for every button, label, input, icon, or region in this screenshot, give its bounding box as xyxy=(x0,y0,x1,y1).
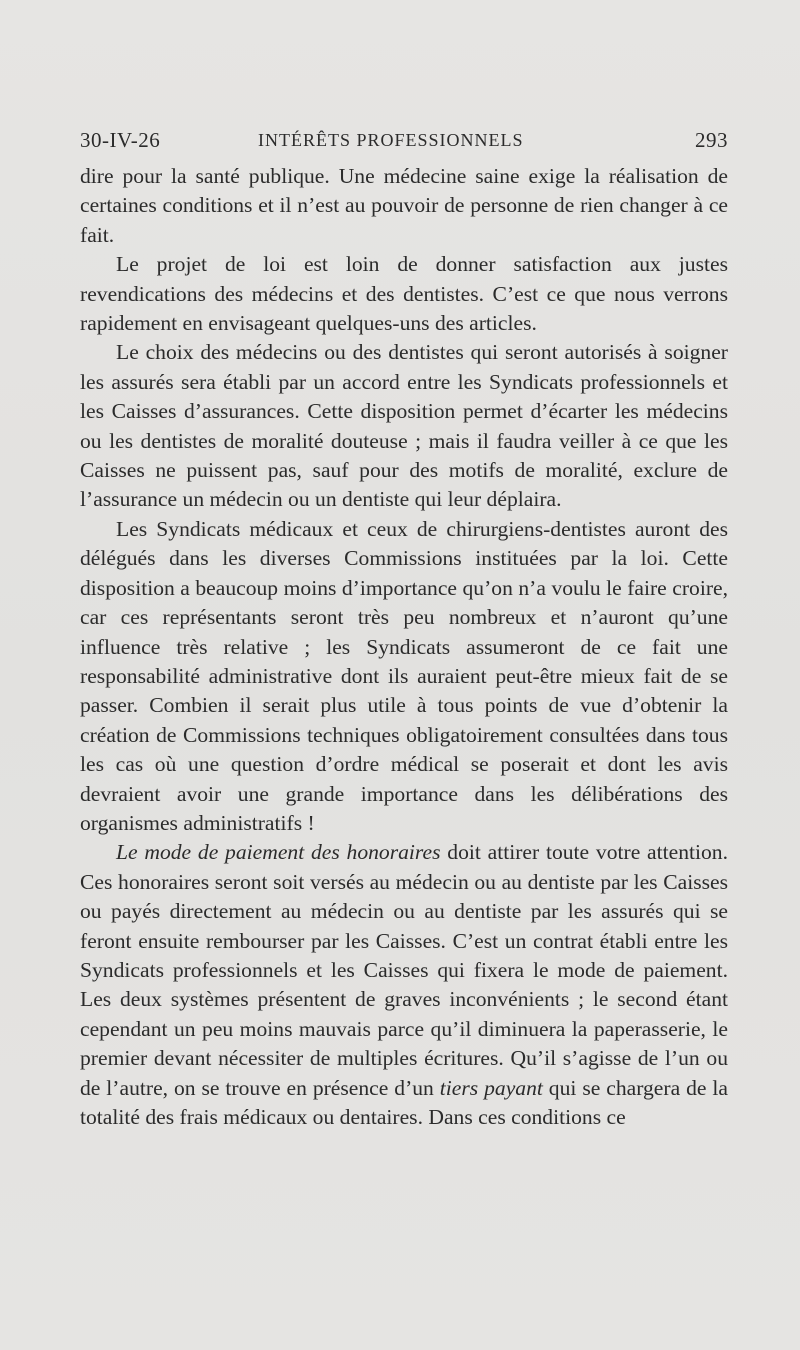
running-head xyxy=(80,128,728,156)
paragraph-text: doit attirer toute votre attention. Ces honoraires seront soit versés au médecin ou au dentiste par les Caisses ou payés directement au médecin ou au dentiste par les assurés qui se feront ensuite rembourser par les Caisses. C’est un contrat établi entre les Syndicats professionnels et les Caisses qui fixera le mode de paiement. Les deux systèmes présentent de graves inconvénients ; le second étant cependant un peu moins mauvais parce qu’il diminuera la paperasserie, le premier devant nécessiter de multiples écritures. Qu’il s’agisse de l’un ou de l’autre, on se trouve en présence d’un xyxy=(80,840,729,1100)
paragraph-syndicats: Les Syndicats médicaux et ceux de chirurgiens-dentistes auront des délégués dans les diverses Commissions instituées par la loi. Cette disposition a beaucoup moins d’importance qu’on n’a voulu le faire croire, car ces représentants seront très peu nombreux et n’auront qu’une influence très relative ; les Syndicats assumeront de ce fait une responsabilité administrative dont ils auraient peut-être mieux fait de se passer. Combien il serait plus utile à tous points de vue d’obtenir la création de Commissions techniques obligatoirement consultées dans tous les cas où une question d’ordre médical se poserait et dont les avis devraient avoir une grande importance dans les délibérations des organismes administratifs ! xyxy=(80,516,728,835)
paragraph-continuation: dire pour la santé publique. Une médecine saine exige la réalisation de certaines conditions et il n’est au pouvoir de personne de rien changer à ce fait. xyxy=(80,164,728,247)
body-text xyxy=(80,162,728,1132)
paragraph-mode-de-paiement xyxy=(80,838,728,1132)
page-number: 293 xyxy=(695,128,728,152)
italic-lead: Le mode de paiement des honoraires xyxy=(116,840,441,865)
section-title: INTÉRÊTS PROFESSIONNELS xyxy=(258,130,524,150)
paragraph-choix-des-medecins: Le choix des médecins ou des dentistes qui seront autorisés à soigner les assurés sera établi par un accord entre les Syndicats professionnels et les Caisses d’assurances. Cette disposition permet d’écarter les médecins ou les dentistes de moralité douteuse ; mais il faudra veiller à ce que les Caisses ne puissent pas, sauf pour des motifs de moralité, exclure de l’assurance un médecin ou un dentiste qui leur déplaira. xyxy=(80,340,728,512)
issue-date: 30-IV-26 xyxy=(80,128,161,152)
paragraph-text-end: qui se chargera de la totalité des frais médicaux ou dentaires. Dans ces conditions ce xyxy=(80,1075,728,1129)
paragraph-projet-de-loi: Le projet de loi est loin de donner satisfaction aux justes revendications des médecins et des dentistes. C’est ce que nous verrons rapidement en envisageant quelques-uns des articles. xyxy=(80,252,728,336)
italic-term: tiers payant xyxy=(439,1075,543,1100)
